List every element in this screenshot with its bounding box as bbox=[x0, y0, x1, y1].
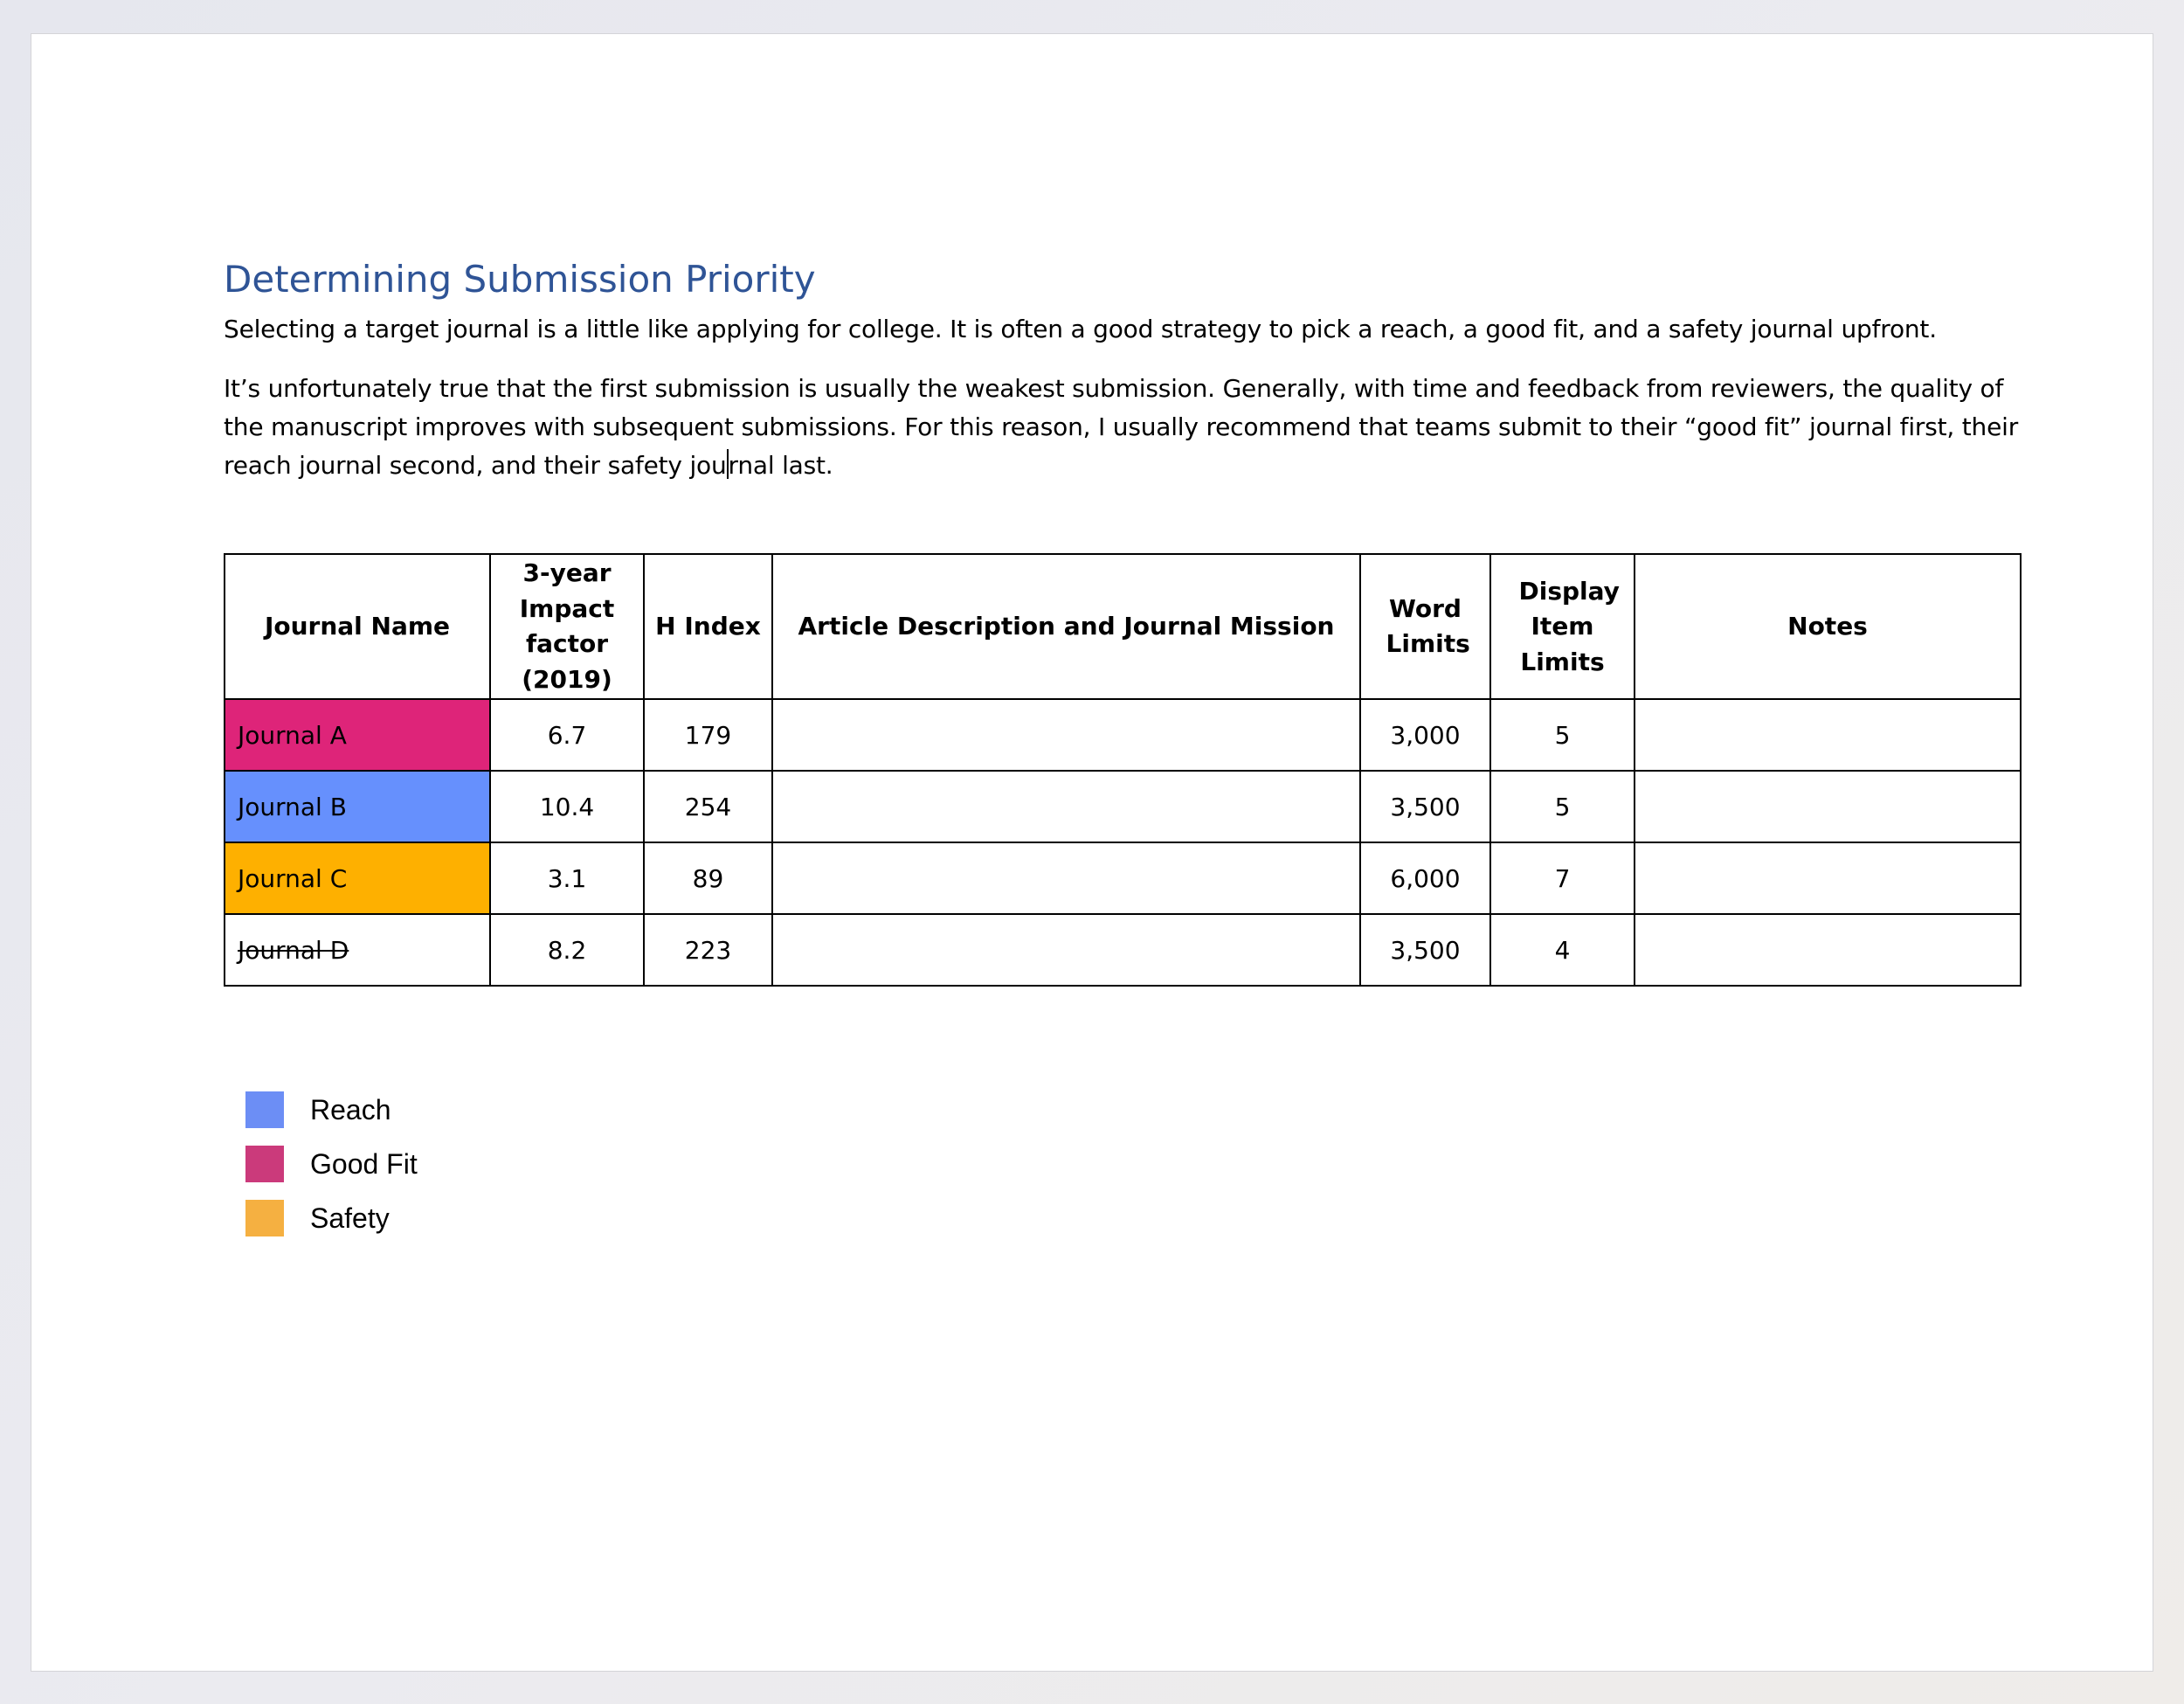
word-limits-cell[interactable]: 3,000 bbox=[1360, 699, 1490, 771]
legend-item-reach bbox=[245, 1083, 418, 1137]
header-impact-factor-label: 3-year Impact factor (2019) bbox=[519, 558, 615, 695]
impact-factor-cell[interactable]: 6.7 bbox=[490, 699, 644, 771]
impact-factor-cell[interactable]: 10.4 bbox=[490, 771, 644, 842]
journal-name-cell[interactable]: Journal C bbox=[225, 842, 490, 914]
display-limits-cell[interactable]: 7 bbox=[1490, 842, 1635, 914]
word-limits-cell[interactable]: 6,000 bbox=[1360, 842, 1490, 914]
strategy-paragraph bbox=[224, 370, 2023, 486]
word-limits-cell[interactable]: 3,500 bbox=[1360, 771, 1490, 842]
legend-item-good-fit bbox=[245, 1137, 418, 1191]
table-header-row bbox=[225, 554, 2021, 699]
impact-factor-cell[interactable]: 3.1 bbox=[490, 842, 644, 914]
header-h-index: H Index bbox=[644, 554, 772, 699]
table-row bbox=[225, 771, 2021, 842]
header-impact-factor bbox=[490, 554, 644, 699]
journal-table bbox=[224, 553, 2022, 987]
table-row bbox=[225, 914, 2021, 986]
notes-cell[interactable] bbox=[1635, 914, 2021, 986]
legend-swatch bbox=[245, 1146, 284, 1182]
document-body[interactable] bbox=[224, 257, 2023, 987]
description-cell[interactable] bbox=[772, 914, 1360, 986]
notes-cell[interactable] bbox=[1635, 771, 2021, 842]
header-display-limits-label: Display Item Limits bbox=[1518, 576, 1620, 676]
header-word-limits-label: Word Limits bbox=[1386, 593, 1470, 659]
header-journal-name: Journal Name bbox=[225, 554, 490, 699]
display-limits-cell[interactable]: 5 bbox=[1490, 771, 1635, 842]
strategy-text-before-cursor: It’s unfortunately true that the first submission is usually the weakest submission. Generally, with time and feedback from reviewers, the quality of the manuscript improves with subsequent submissions. For this reason, I usually recommend that teams submit to their “good fit” journal first, their reach journal second, and their safety jou bbox=[224, 373, 2019, 481]
table-row bbox=[225, 842, 2021, 914]
impact-factor-cell[interactable]: 8.2 bbox=[490, 914, 644, 986]
journal-name-cell[interactable]: Journal A bbox=[225, 699, 490, 771]
display-limits-cell[interactable]: 5 bbox=[1490, 699, 1635, 771]
display-limits-cell[interactable]: 4 bbox=[1490, 914, 1635, 986]
document-title: Determining Submission Priority bbox=[224, 258, 816, 301]
h-index-cell[interactable]: 89 bbox=[644, 842, 772, 914]
color-legend bbox=[245, 1083, 418, 1245]
description-cell[interactable] bbox=[772, 771, 1360, 842]
journal-name-cell[interactable]: Journal D bbox=[225, 914, 490, 986]
legend-item-safety bbox=[245, 1191, 418, 1245]
legend-label: Safety bbox=[310, 1202, 390, 1234]
legend-label: Reach bbox=[310, 1093, 391, 1126]
notes-cell[interactable] bbox=[1635, 699, 2021, 771]
legend-label: Good Fit bbox=[310, 1147, 418, 1180]
document-page[interactable] bbox=[31, 33, 2153, 1672]
header-description: Article Description and Journal Mission bbox=[772, 554, 1360, 699]
intro-paragraph: Selecting a target journal is a little like applying for college. It is often a good strategy to pick a reach, a good fit, and a safety journal upfront. bbox=[224, 314, 1937, 343]
legend-swatch bbox=[245, 1091, 284, 1128]
strategy-text-after-cursor: rnal last. bbox=[728, 451, 833, 481]
description-cell[interactable] bbox=[772, 699, 1360, 771]
table-row bbox=[225, 699, 2021, 771]
h-index-cell[interactable]: 223 bbox=[644, 914, 772, 986]
legend-swatch bbox=[245, 1200, 284, 1236]
h-index-cell[interactable]: 179 bbox=[644, 699, 772, 771]
header-notes: Notes bbox=[1635, 554, 2021, 699]
header-word-limits bbox=[1360, 554, 1490, 699]
h-index-cell[interactable]: 254 bbox=[644, 771, 772, 842]
notes-cell[interactable] bbox=[1635, 842, 2021, 914]
word-limits-cell[interactable]: 3,500 bbox=[1360, 914, 1490, 986]
header-display-limits bbox=[1490, 554, 1635, 699]
journal-name-cell[interactable]: Journal B bbox=[225, 771, 490, 842]
description-cell[interactable] bbox=[772, 842, 1360, 914]
